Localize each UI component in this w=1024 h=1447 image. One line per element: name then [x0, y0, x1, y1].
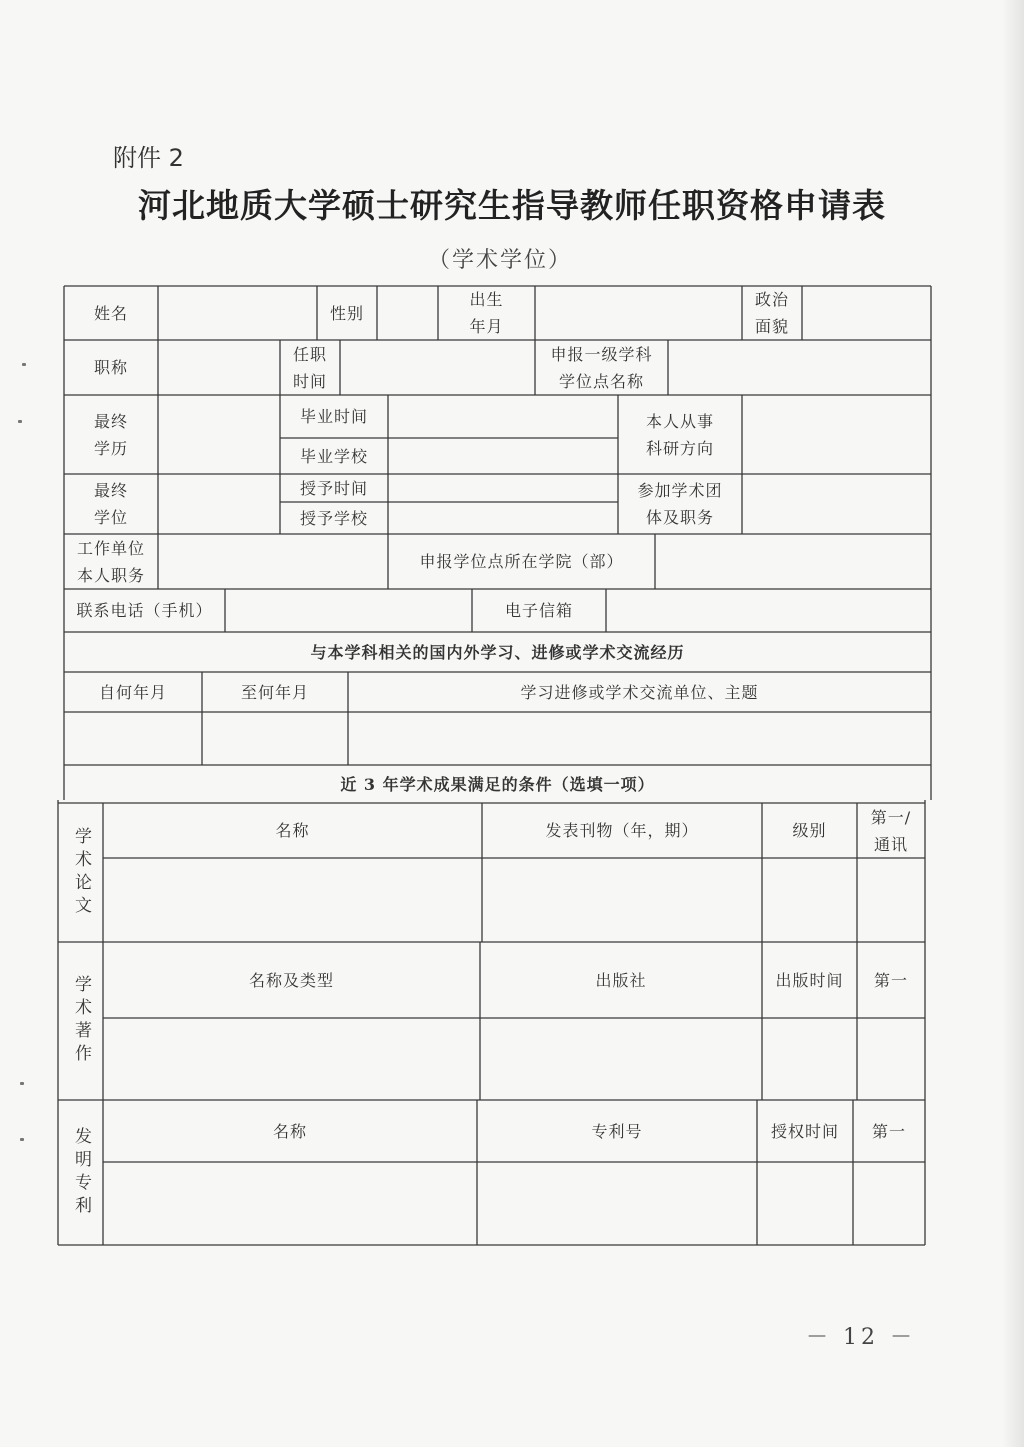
research-direction-label: 本人从事 科研方向	[645, 411, 714, 458]
name-label: 姓名	[93, 303, 128, 323]
academic-society-label: 参加学术团 体及职务	[637, 481, 723, 527]
patents-author-field[interactable]	[853, 1162, 925, 1245]
books-publisher-header: 出版社	[595, 970, 647, 990]
name-field[interactable]	[158, 286, 317, 340]
employer-label: 工作单位 本人职务	[76, 538, 145, 585]
papers-level-header: 级别	[792, 821, 827, 840]
patents-section-label: 发明专利	[71, 1126, 91, 1219]
experience-unit-header: 学习进修或学术交流单位、主题	[520, 682, 759, 702]
college-label: 申报学位点所在学院（部）	[419, 552, 624, 571]
graduation-school-field[interactable]	[388, 438, 618, 474]
books-name-header: 名称及类型	[248, 970, 334, 990]
patents-date-field[interactable]	[757, 1162, 853, 1245]
degree-label: 最终 学位	[93, 481, 128, 527]
experience-to-field[interactable]	[202, 712, 348, 765]
appointment-time-field[interactable]	[340, 340, 535, 395]
graduation-school-label: 毕业学校	[299, 446, 368, 466]
experience-to-header: 至何年月	[240, 682, 309, 702]
attachment-label: 附件 2	[113, 144, 184, 172]
books-section-label: 学术著作	[71, 975, 91, 1067]
phone-label: 联系电话（手机）	[76, 601, 213, 620]
education-label: 最终 学历	[93, 411, 128, 458]
appointment-time-label: 任职 时间	[292, 344, 327, 391]
gender-label: 性别	[329, 303, 364, 323]
patents-date-header: 授权时间	[770, 1121, 839, 1141]
experience-unit-field[interactable]	[348, 712, 931, 765]
papers-level-field[interactable]	[762, 858, 857, 942]
experience-from-header: 自何年月	[98, 682, 167, 702]
gender-field[interactable]	[377, 286, 438, 340]
books-name-field[interactable]	[103, 1018, 480, 1100]
graduation-time-label: 毕业时间	[299, 407, 368, 426]
papers-name-header: 名称	[275, 821, 310, 840]
books-author-header: 第一	[873, 970, 908, 990]
papers-section-label: 学术论文	[71, 826, 91, 919]
birth-date-label: 出生 年月	[469, 290, 504, 336]
books-date-field[interactable]	[762, 1018, 857, 1100]
papers-journal-field[interactable]	[482, 858, 762, 942]
political-status-label: 政治 面貌	[754, 290, 789, 336]
research-direction-field[interactable]	[742, 395, 931, 474]
phone-field[interactable]	[225, 589, 472, 632]
email-label: 电子信箱	[504, 601, 573, 620]
political-status-field[interactable]	[802, 286, 931, 340]
patents-name-field[interactable]	[103, 1162, 477, 1245]
page-title: 河北地质大学硕士研究生指导教师任职资格申请表	[138, 186, 886, 225]
degree-field[interactable]	[158, 474, 280, 534]
job-title-field[interactable]	[158, 340, 280, 395]
patents-name-header: 名称	[272, 1121, 307, 1141]
discipline-label: 申报一级学科 学位点名称	[550, 344, 653, 391]
education-field[interactable]	[158, 395, 280, 474]
patents-author-header: 第一	[871, 1121, 906, 1141]
job-title-label: 职称	[93, 358, 128, 377]
employer-field[interactable]	[158, 534, 388, 589]
papers-author-header: 第一/ 通讯	[870, 807, 912, 854]
patents-number-field[interactable]	[477, 1162, 757, 1245]
page-number: － 12 －	[806, 1325, 916, 1350]
books-publisher-field[interactable]	[480, 1018, 762, 1100]
award-school-field[interactable]	[388, 502, 618, 534]
patents-number-header: 专利号	[591, 1121, 643, 1141]
academic-society-field[interactable]	[742, 474, 931, 534]
college-field[interactable]	[655, 534, 931, 589]
award-time-label: 授予时间	[299, 478, 368, 498]
graduation-time-field[interactable]	[388, 395, 618, 438]
papers-name-field[interactable]	[103, 858, 482, 942]
experience-from-field[interactable]	[64, 712, 202, 765]
page-subtitle: （学术学位）	[427, 248, 572, 273]
papers-author-field[interactable]	[857, 858, 925, 942]
email-field[interactable]	[606, 589, 931, 632]
books-author-field[interactable]	[857, 1018, 925, 1100]
discipline-field[interactable]	[668, 340, 931, 395]
papers-journal-header: 发表刊物（年，期）	[545, 821, 699, 840]
birth-date-field[interactable]	[535, 286, 742, 340]
achievements-heading: 近 3 年学术成果满足的条件（选填一项）	[340, 774, 655, 794]
award-school-label: 授予学校	[299, 508, 368, 528]
books-date-header: 出版时间	[775, 970, 844, 990]
experience-heading: 与本学科相关的国内外学习、进修或学术交流经历	[310, 642, 685, 662]
award-time-field[interactable]	[388, 474, 618, 502]
